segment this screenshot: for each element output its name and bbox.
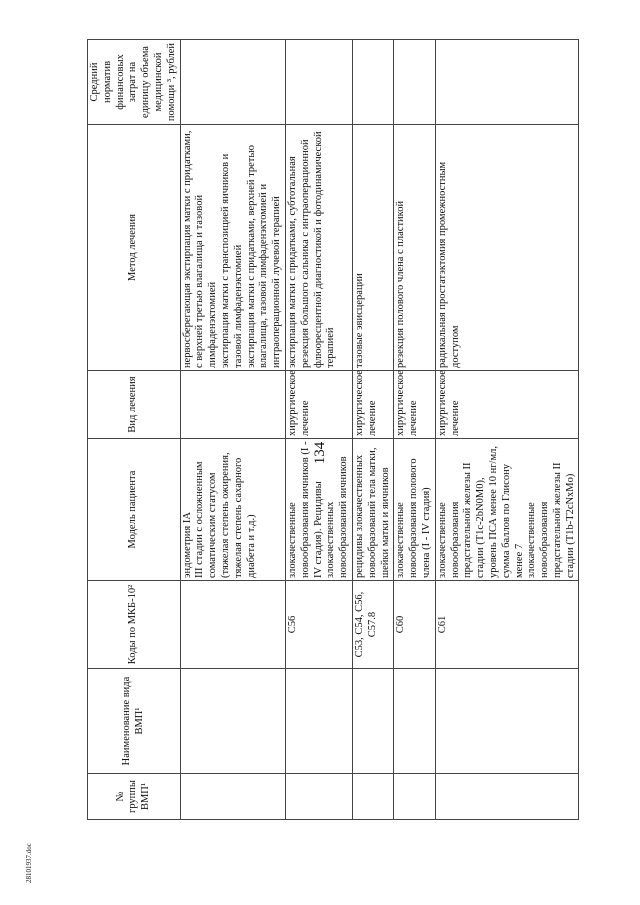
cell-code: C53, C54, C56, C57.8	[352, 581, 393, 669]
cell-method	[285, 125, 352, 371]
cell-model	[394, 439, 435, 581]
cell-method	[435, 125, 579, 371]
cell-name	[394, 669, 435, 774]
model-line: III стадии с осложненным соматическим статусом (тяжелая степень ожирения, тяжелая степень сахарного диабета и т.д.)	[194, 452, 257, 578]
cell-name	[352, 669, 393, 774]
method-line: экстирпация матки с придатками, верхней третью влагалища, тазовой лимфаденэктомией и интраоперационной лучевой терапией	[245, 145, 283, 368]
cell-method	[180, 125, 285, 371]
header-vmp-name: Наименование вида ВМП¹	[88, 669, 181, 774]
page-number-text: 134	[311, 441, 328, 465]
cell-cost	[285, 40, 352, 125]
cell-group	[352, 774, 393, 820]
cell-type	[180, 371, 285, 439]
table-row	[352, 40, 393, 820]
cell-method	[352, 125, 393, 371]
table-header-row	[88, 40, 181, 820]
header-group-number: № группы ВМП¹	[88, 774, 181, 820]
cell-model	[285, 439, 352, 581]
table-row	[394, 40, 435, 820]
cell-code: C56	[285, 581, 352, 669]
method-line: экстирпация матки с транспозицией яичников и тазовой лимфаденэктомией	[219, 153, 244, 368]
cell-method	[394, 125, 435, 371]
method-line: экстирпация матки с придатками, субтотальная резекция большого сальника с интраоперационной флюоресцентной диагностикой и фотодинамической терапией	[286, 131, 337, 368]
cell-cost	[394, 40, 435, 125]
treatment-table	[87, 39, 579, 820]
method-line: резекция полового члена с пластикой	[395, 200, 407, 368]
model-line: злокачественные новообразования полового члена (I - IV стадия)	[395, 458, 432, 578]
cell-type: хирургическое лечение	[285, 371, 352, 439]
model-line: злокачественные новообразования предстательной железы II стадии (T1b-T2cNxMo)	[526, 462, 576, 578]
method-line: нервосберегающая экстирпация матки с придатками, с верхней третью влагалища и тазовой лимфаденэктомией	[181, 130, 219, 368]
cell-type: хирургическое лечение	[352, 371, 393, 439]
cell-name	[435, 669, 579, 774]
table-row	[180, 40, 285, 820]
cell-code	[180, 581, 285, 669]
cell-cost	[435, 40, 579, 125]
rotated-table-container	[87, 40, 617, 820]
document-id: 28101937.doc	[25, 843, 33, 883]
table-row	[285, 40, 352, 820]
model-line: злокачественные новообразования яичников (I - IV стадия). Рецидивы злокачественных новообразований яичников	[286, 441, 350, 578]
cell-model	[435, 439, 579, 581]
header-icd-codes: Коды по МКБ-10²	[88, 581, 181, 669]
table-row	[435, 40, 579, 820]
method-line: радикальная простатэктомия промежностным доступом	[436, 161, 461, 368]
header-treatment-method: Метод лечения	[88, 125, 181, 371]
cell-group	[394, 774, 435, 820]
header-treatment-type: Вид лечения	[88, 371, 181, 439]
cell-model	[180, 439, 285, 581]
cell-group	[180, 774, 285, 820]
header-average-cost: Средний норматив финансовых затрат на единицу объема медицинской помощи ³, рублей	[88, 40, 181, 125]
cell-code: C60	[394, 581, 435, 669]
cell-type: хирургическое лечение	[394, 371, 435, 439]
model-line: эндометрия IA	[181, 512, 193, 578]
model-line: злокачественные новообразования предстательной железы II стадии (T1c-2bN0M0), уровень ПСА менее 10 нг/мл, сумма баллов по Глисону менее 7	[436, 446, 525, 578]
cell-group	[435, 774, 579, 820]
method-line: тазовые эвисцерации	[353, 273, 365, 368]
header-patient-model: Модель пациента	[88, 439, 181, 581]
cell-type: хирургическое лечение	[435, 371, 579, 439]
cell-name	[180, 669, 285, 774]
cell-cost	[180, 40, 285, 125]
cell-group	[285, 774, 352, 820]
cell-code: C61	[435, 581, 579, 669]
cell-name	[285, 669, 352, 774]
cell-cost	[352, 40, 393, 125]
model-line: рецидивы злокачественных новообразований тела матки, шейки матки и яичников	[353, 447, 391, 578]
cell-model	[352, 439, 393, 581]
